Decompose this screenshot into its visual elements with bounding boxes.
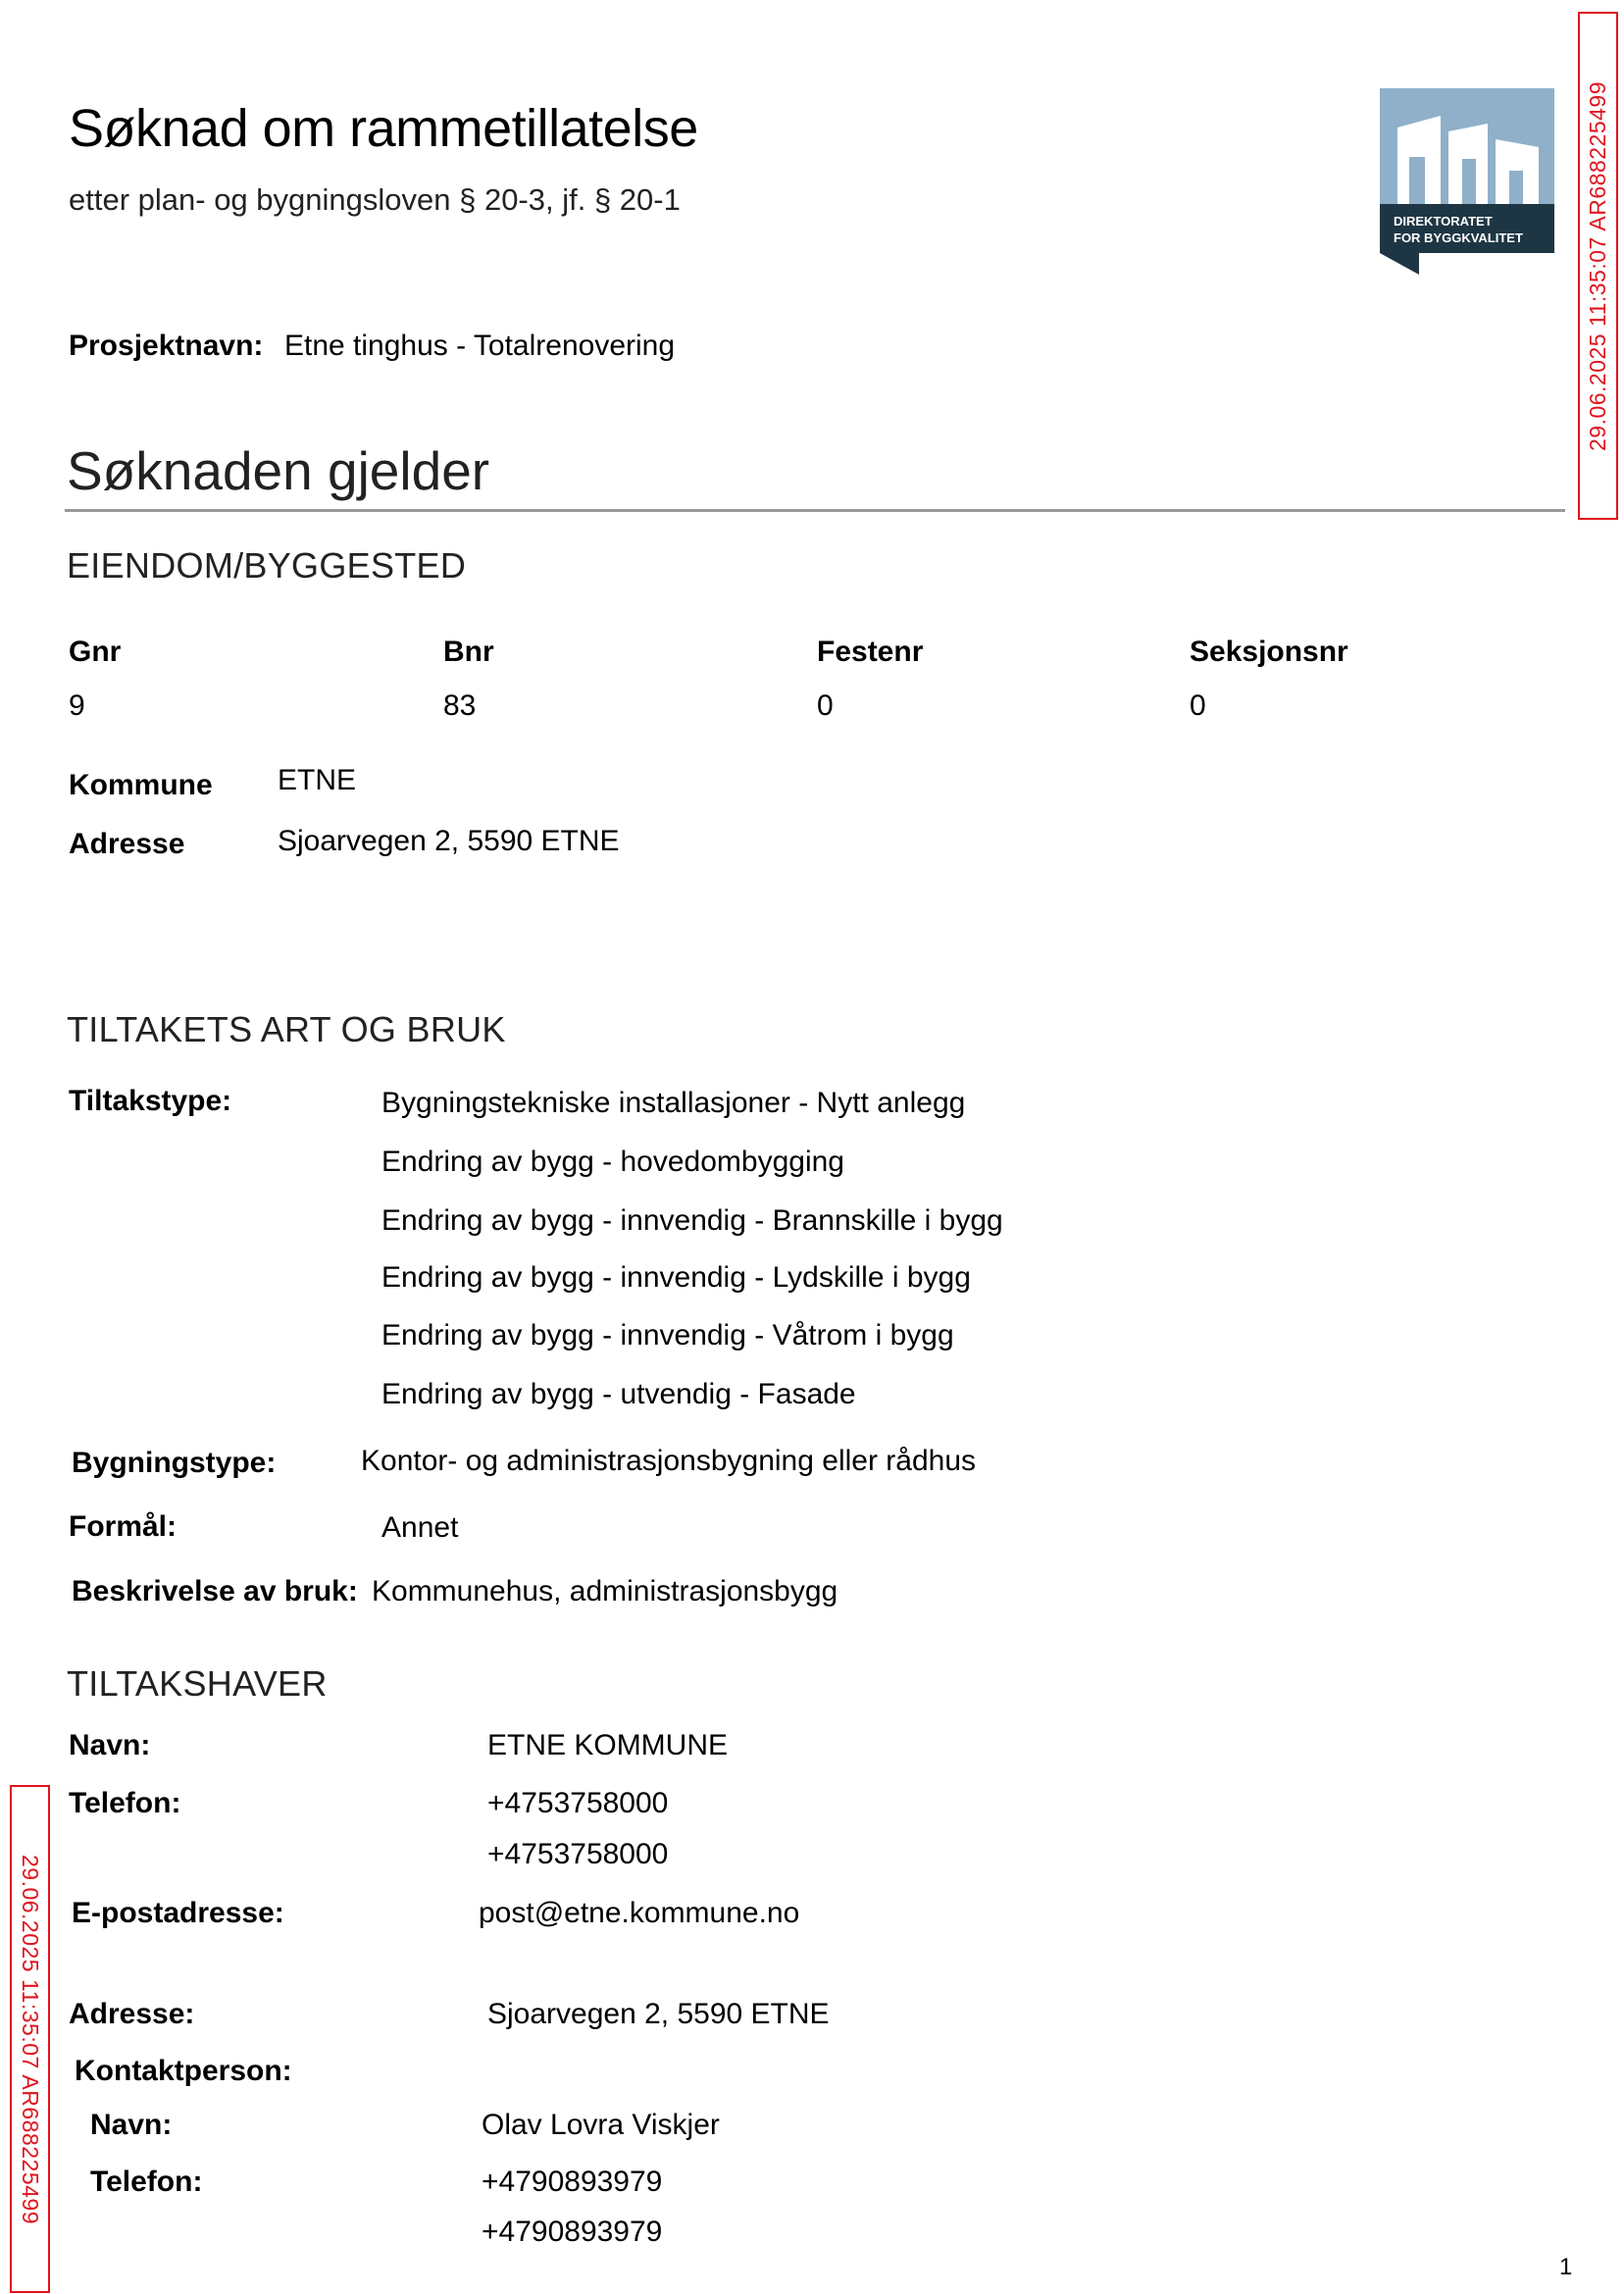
kontakt-navn-label: Navn:	[90, 2109, 173, 2141]
logo-text-line2: FOR BYGGKVALITET	[1394, 230, 1523, 245]
tiltakstype-item: Bygningstekniske installasjoner - Nytt anlegg	[381, 1087, 966, 1119]
telefon-value: +4753758000	[487, 1838, 669, 1870]
tiltakstype-item: Endring av bygg - utvendig - Fasade	[381, 1378, 856, 1410]
epost-label: E-postadresse:	[72, 1897, 284, 1929]
telefon-value: +4753758000	[487, 1787, 669, 1819]
formal-label: Formål:	[69, 1510, 178, 1543]
gnr-value: 9	[69, 689, 85, 722]
bnr-value: 83	[443, 689, 477, 722]
tiltakstype-item: Endring av bygg - innvendig - Lydskille i bygg	[381, 1261, 971, 1294]
adresse-label: Adresse	[69, 828, 185, 860]
kontakt-navn-value: Olav Lovra Viskjer	[482, 2109, 720, 2141]
tiltakstype-label: Tiltakstype:	[69, 1085, 232, 1117]
kontakt-telefon-value: +4790893979	[482, 2216, 663, 2248]
kommune-label: Kommune	[69, 769, 213, 801]
navn-value: ETNE KOMMUNE	[487, 1729, 729, 1761]
navn-label: Navn:	[69, 1729, 151, 1761]
kontakt-telefon-value: +4790893979	[482, 2166, 663, 2198]
formal-value: Annet	[381, 1511, 459, 1544]
eiendom-heading: EIENDOM/BYGGESTED	[67, 545, 467, 586]
kontakt-telefon-label: Telefon:	[90, 2166, 203, 2198]
tiltakstype-item: Endring av bygg - hovedombygging	[381, 1146, 844, 1178]
logo-text-line1: DIREKTORATET	[1394, 214, 1493, 229]
festenr-value: 0	[817, 689, 834, 722]
tiltakshaver-adresse-value: Sjoarvegen 2, 5590 ETNE	[487, 1998, 830, 2030]
gnr-label: Gnr	[69, 636, 122, 668]
bnr-label: Bnr	[443, 636, 494, 668]
timestamp-stamp-right	[1578, 12, 1618, 520]
timestamp-stamp-left	[10, 1785, 50, 2293]
beskrivelse-value: Kommunehus, administrasjonsbygg	[372, 1575, 838, 1607]
stamp-text: 29.06.2025 11:35:07 AR688225499	[1585, 80, 1610, 451]
tiltak-heading: TILTAKETS ART OG BRUK	[67, 1009, 506, 1049]
seksjonsnr-value: 0	[1190, 689, 1206, 722]
tiltakshaver-heading: TILTAKSHAVER	[67, 1663, 328, 1704]
section-divider	[65, 509, 1565, 512]
dibk-logo	[1380, 88, 1554, 275]
bygningstype-value: Kontor- og administrasjonsbygning eller rådhus	[361, 1445, 977, 1477]
stamp-text: 29.06.2025 11:35:07 AR688225499	[18, 1854, 43, 2224]
bygningstype-label: Bygningstype:	[72, 1447, 277, 1479]
adresse-value: Sjoarvegen 2, 5590 ETNE	[278, 825, 620, 857]
document-subtitle: etter plan- og bygningsloven § 20-3, jf. § 20-1	[69, 182, 681, 217]
kontaktperson-label: Kontaktperson:	[75, 2055, 292, 2087]
document-title: Søknad om rammetillatelse	[69, 99, 698, 158]
beskrivelse-label: Beskrivelse av bruk:	[72, 1575, 358, 1607]
dibk-logo-graphic	[1380, 88, 1554, 275]
telefon-label: Telefon:	[69, 1787, 181, 1819]
tiltakstype-item: Endring av bygg - innvendig - Brannskille i bygg	[381, 1204, 1003, 1237]
page-number: 1	[1559, 2254, 1573, 2280]
project-value: Etne tinghus - Totalrenovering	[284, 330, 676, 362]
section-title: Søknaden gjelder	[67, 440, 490, 501]
seksjonsnr-label: Seksjonsnr	[1190, 636, 1348, 668]
festenr-label: Festenr	[817, 636, 924, 668]
epost-value: post@etne.kommune.no	[479, 1897, 800, 1929]
tiltakshaver-adresse-label: Adresse:	[69, 1998, 195, 2030]
tiltakstype-item: Endring av bygg - innvendig - Våtrom i bygg	[381, 1319, 954, 1351]
project-label: Prosjektnavn:	[69, 330, 264, 362]
kommune-value: ETNE	[278, 764, 357, 796]
